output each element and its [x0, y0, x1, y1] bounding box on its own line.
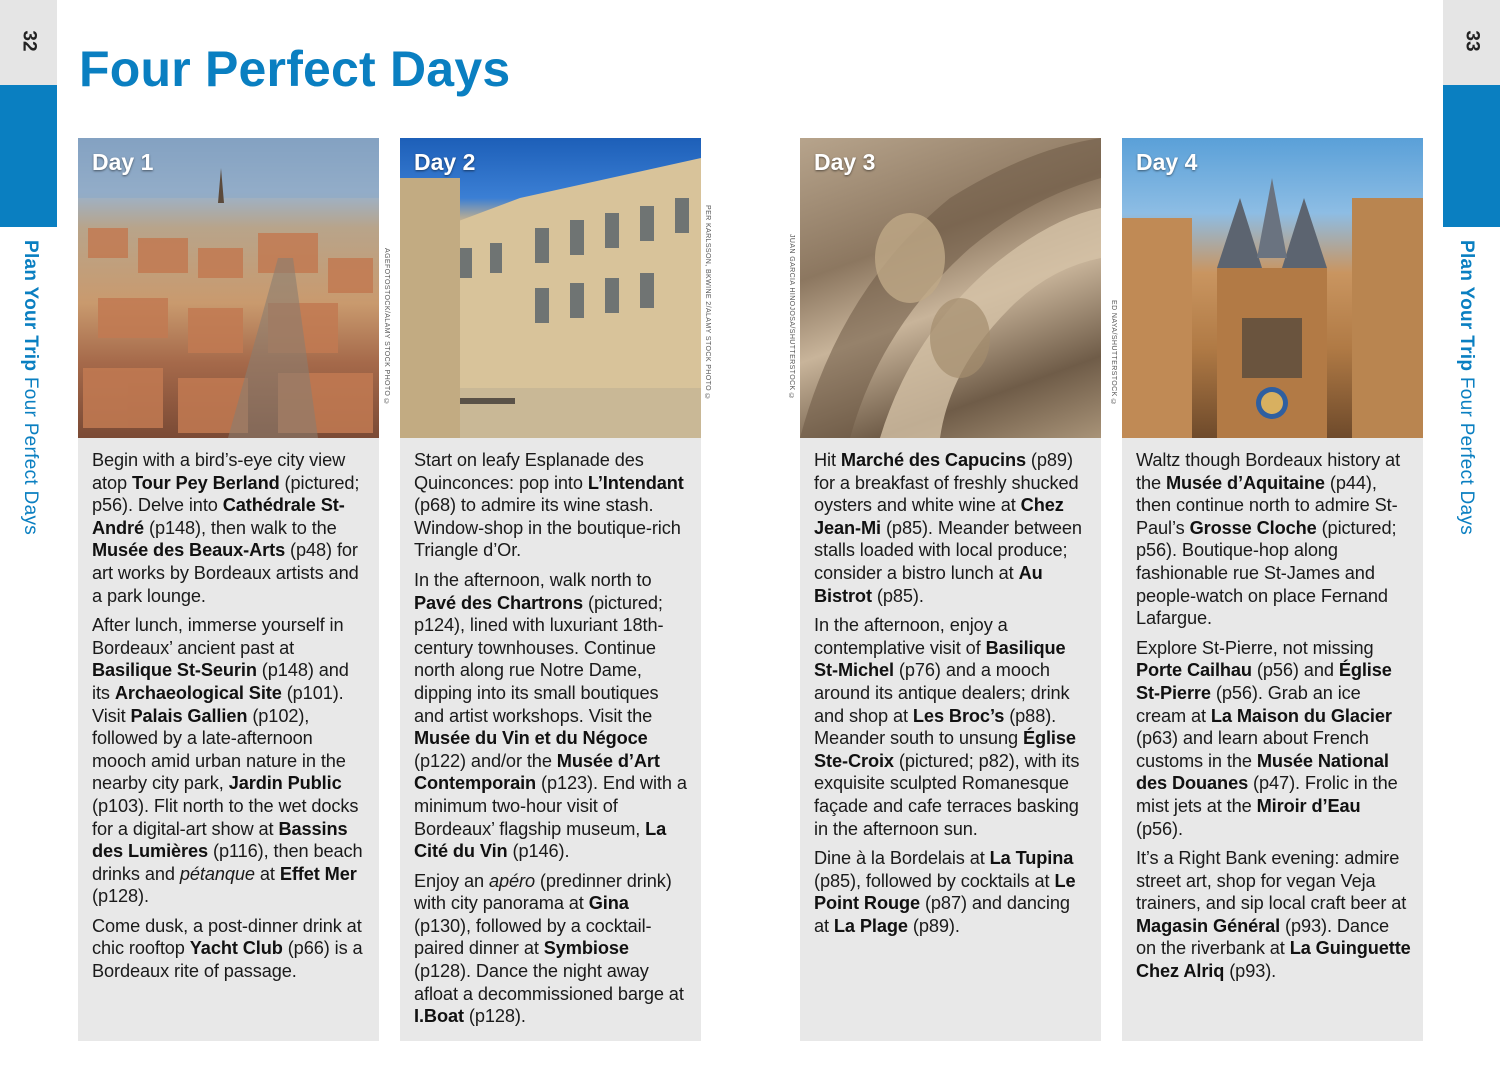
day-3-photo: [800, 138, 1101, 438]
text-run: (p44), then continue north to admire St-Paul’s: [1136, 472, 1398, 538]
grosse-cloche-illustration: [1122, 138, 1423, 438]
day-card-1: [78, 138, 379, 1041]
paragraph: [414, 449, 689, 562]
text-run: (p48) for art works by Bordeaux artists and a park lounge.: [92, 540, 359, 606]
text-run: (p56).: [1136, 818, 1183, 839]
text-run: (p148), then walk to the: [144, 517, 337, 538]
day-card-3: [800, 138, 1101, 1041]
paragraph: [92, 915, 367, 983]
place-name: Archaeological Site: [114, 682, 282, 703]
place-name: La Maison du Glacier: [1210, 705, 1392, 726]
place-name: La Plage: [833, 915, 908, 936]
text-run: Begin with a bird’s-eye city view atop: [92, 450, 346, 493]
running-head-chapter: Four Perfect Days: [1456, 376, 1477, 536]
place-name: Église Ste-Croix: [814, 728, 1076, 771]
day-4-text: [1122, 438, 1423, 983]
text-run: (p89) for a breakfast of freshly shucked oysters and white wine at: [814, 450, 1079, 516]
day-1-photo: [78, 138, 379, 438]
place-name: Pavé des Chartrons: [414, 592, 584, 613]
place-name: La Cité du Vin: [414, 818, 667, 862]
place-name: Symbiose: [543, 938, 629, 959]
paragraph: [92, 449, 367, 607]
paragraph: [814, 449, 1089, 607]
right-page-number: 33: [1461, 30, 1483, 52]
place-name: Miroir d’Eau: [1256, 795, 1361, 816]
sculpted-facade-illustration: [800, 138, 1101, 438]
place-name: Gina: [588, 893, 629, 914]
text-run: Start on leafy Esplanade des Quinconces: pop into: [414, 450, 644, 493]
day-label: Day 2: [414, 149, 476, 175]
text-run: (pictured; p82), with its exquisite sculpted Romanesque façade and cafe terraces basking in the afternoon sun.: [814, 750, 1080, 839]
right-section-marker: [1443, 85, 1500, 227]
text-run: (p85), followed by cocktails at: [814, 870, 1055, 891]
place-name: Palais Gallien: [130, 705, 248, 726]
place-name: Bassins des Lumières: [92, 818, 348, 862]
text-run: (p128).: [92, 886, 149, 907]
text-run: (p93). Dance on the riverbank at: [1136, 915, 1389, 959]
place-name: L’Intendant: [587, 472, 684, 493]
paragraph: [814, 614, 1089, 840]
text-run: It’s a Right Bank evening: admire street art, shop for vegan Veja trainers, and sip local craft beer at: [1136, 848, 1407, 914]
text-run: Enjoy an: [414, 870, 489, 891]
text-run: After lunch, immerse yourself in Bordeaux’ ancient past at: [92, 615, 344, 658]
day-2-text: [400, 438, 701, 1028]
text-run: (p123). End with a minimum two-hour visit of Bordeaux’ flagship museum,: [414, 773, 687, 839]
text-run: (p102), followed by a late-afternoon mooch amid urban nature in the nearby city park,: [92, 705, 346, 794]
place-name: Porte Cailhau: [1136, 660, 1252, 681]
text-run: (p130), followed by a cocktail-paired dinner at: [414, 915, 652, 959]
text-run: (p56) and: [1251, 660, 1339, 681]
day-4-photo: [1122, 138, 1423, 438]
running-head-section: Plan Your Trip: [1456, 240, 1477, 372]
text-run: (p47). Frolic in the mist jets at the: [1136, 773, 1398, 816]
text-run: (predinner drink) with city panorama at: [414, 870, 672, 914]
text-run: (p103). Flit north to the wet docks for a digital-art show at: [92, 795, 359, 839]
place-name: Effet Mer: [279, 863, 357, 884]
paragraph: [1136, 449, 1411, 630]
city-rooftops-illustration: [78, 138, 379, 438]
text-run: Hit: [814, 450, 841, 470]
day-card-2: [400, 138, 701, 1041]
photo-credit: JUAN GARCIA HINOJOSA/SHUTTERSTOCK ©: [788, 234, 795, 401]
text-run: (p128).: [463, 1006, 526, 1027]
foreign-term: pétanque: [179, 863, 255, 884]
text-run: (p85). Meander between stalls loaded with local produce; consider a bistro lunch at: [814, 517, 1082, 583]
place-name: Yacht Club: [189, 938, 283, 959]
paragraph: [92, 614, 367, 908]
page-title: Four Perfect Days: [79, 41, 511, 97]
place-name: I.Boat: [414, 1006, 464, 1027]
place-name: Magasin Général: [1136, 915, 1281, 936]
text-run: (p63) and learn about French customs in the: [1136, 728, 1369, 771]
text-run: (pictured; p56). Boutique-hop along fashionable rue St-James and people-watch on place Fernand Lafargue.: [1136, 517, 1397, 629]
text-run: Come dusk, a post-dinner drink at chic rooftop: [92, 915, 362, 959]
day-2-photo: [400, 138, 701, 438]
text-run: (p101). Visit: [92, 682, 344, 726]
place-name: Au Bistrot: [814, 562, 1043, 606]
running-head-section: Plan Your Trip: [20, 240, 41, 372]
place-name: Grosse Cloche: [1189, 517, 1317, 538]
text-run: Waltz though Bordeaux history at the: [1136, 450, 1401, 493]
day-card-4: [1122, 138, 1423, 1041]
foreign-term: apéro: [488, 870, 535, 891]
right-running-head: [1455, 240, 1477, 535]
place-name: Basilique St-Michel: [814, 637, 1066, 681]
left-section-marker: [0, 85, 57, 227]
left-running-head: [19, 240, 41, 535]
place-name: Musée National des Douanes: [1136, 750, 1389, 794]
place-name: La Tupina: [989, 848, 1074, 869]
place-name: Cathédrale St-André: [92, 495, 345, 538]
place-name: Chez Jean-Mi: [814, 495, 1064, 538]
text-run: (p76) and a mooch around its antique dealers; drink and shop at: [814, 660, 1070, 726]
paragraph: [414, 569, 689, 863]
text-run: (p88). Meander south to unsung: [814, 705, 1057, 749]
running-head-chapter: Four Perfect Days: [20, 376, 41, 536]
text-run: (p56). Grab an ice cream at: [1136, 682, 1361, 726]
photo-credit: AGEFOTOSTOCK/ALAMY STOCK PHOTO ©: [383, 248, 390, 407]
left-page-number: 32: [18, 30, 40, 52]
paragraph: [1136, 637, 1411, 840]
place-name: Le Point Rouge: [814, 870, 1076, 914]
text-run: (p128). Dance the night away afloat a decommissioned barge at: [414, 961, 684, 1004]
place-name: Marché des Capucins: [840, 450, 1026, 470]
text-run: (p146).: [507, 841, 570, 862]
day-label: Day 1: [92, 149, 154, 175]
text-run: (pictured; p124), lined with luxuriant 18th-century townhouses. Continue north along rue Notre Dame, dipping into its small boutiques and artist workshops. Visit the: [414, 592, 664, 726]
townhouses-illustration: [400, 138, 701, 438]
place-name: Tour Pey Berland: [131, 472, 280, 493]
photo-credit: ED NAYA/SHUTTERSTOCK ©: [1110, 300, 1117, 407]
text-run: (p89).: [907, 915, 960, 936]
text-run: Dine à la Bordelais at: [814, 848, 990, 869]
paragraph: [414, 870, 689, 1028]
day-label: Day 4: [1136, 149, 1198, 175]
text-run: (p68) to admire its wine stash. Window-shop in the boutique-rich Triangle d’Or.: [414, 495, 681, 561]
text-run: (p93).: [1224, 961, 1277, 982]
text-run: (p66) is a Bordeaux rite of passage.: [92, 938, 363, 982]
day-3-text: [800, 438, 1101, 937]
place-name: Jardin Public: [228, 773, 342, 794]
place-name: La Guinguette Chez Alriq: [1136, 938, 1411, 982]
text-run: (p148) and its: [92, 660, 349, 703]
text-run: (p122) and/or the: [414, 750, 557, 771]
place-name: Musée des Beaux-Arts: [92, 540, 286, 561]
text-run: In the afternoon, walk north to: [414, 569, 652, 590]
text-run: In the afternoon, enjoy a contemplative visit of: [814, 615, 1008, 658]
place-name: Les Broc’s: [912, 705, 1005, 726]
day-1-text: [78, 438, 379, 983]
text-run: at: [254, 863, 280, 884]
text-run: (p85).: [871, 585, 924, 606]
day-label: Day 3: [814, 149, 876, 175]
place-name: Musée du Vin et du Négoce: [414, 728, 648, 749]
text-run: (pictured; p56). Delve into: [92, 472, 360, 516]
text-run: Explore St-Pierre, not missing: [1136, 637, 1374, 658]
place-name: Musée d’Aquitaine: [1165, 472, 1325, 493]
paragraph: [814, 847, 1089, 937]
paragraph: [1136, 847, 1411, 983]
place-name: Basilique St-Seurin: [92, 660, 257, 681]
text-run: (p87) and dancing at: [814, 893, 1070, 936]
place-name: Musée d’Art Contemporain: [414, 750, 660, 794]
photo-credit: PER KARLSSON, BKWINE 2/ALAMY STOCK PHOTO ©: [704, 205, 711, 401]
text-run: (p116), then beach drinks and: [92, 841, 363, 884]
place-name: Église St-Pierre: [1136, 660, 1392, 703]
